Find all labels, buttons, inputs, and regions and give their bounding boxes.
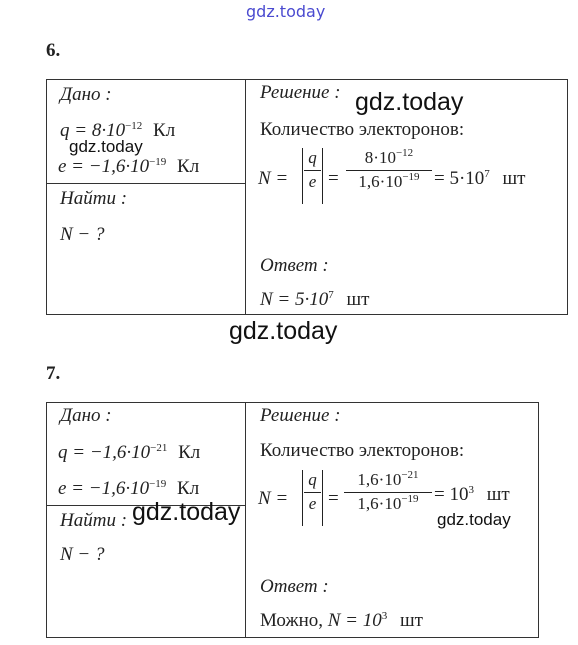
problem-7-abs-right — [322, 470, 323, 526]
problem-7-answer: Можно, $N = 10^3$ шт — [260, 610, 423, 631]
problem-7-given-label: Дано : — [60, 405, 112, 426]
problem-6-find-value: N − ? — [60, 224, 105, 245]
problem-7-given-q: $q = -1,6\cdot 10^{-21}$ Кл — [58, 442, 201, 463]
problem-7-answer-label: Ответ : — [260, 576, 329, 597]
problem-7-number: 7. — [46, 363, 61, 384]
problem-7-abs-left — [302, 470, 303, 526]
problem-7-column-divider — [245, 402, 246, 638]
problem-7-solution-label: Решение : — [260, 405, 341, 426]
problem-6-number: 6. — [46, 40, 61, 61]
watermark-p7-left: gdz.today — [132, 498, 241, 526]
problem-6-given-e: $e = -1,6\cdot 10^{-19}$ Кл — [58, 156, 200, 177]
problem-6-count-text: Количество электоронов: — [260, 119, 465, 140]
problem-7-count-text: Количество электоронов: — [260, 440, 465, 461]
problem-6-given-q: $q = 8\cdot 10^{-12}$ Кл — [60, 120, 176, 141]
problem-7-result: = $10^3$ шт — [434, 484, 510, 505]
problem-6-equals: = — [328, 168, 339, 189]
problem-6-given-divider — [46, 183, 246, 184]
problem-6-fraction-values: $8\cdot 10^{-12}$ $1,6\cdot 10^{-19}$ — [346, 148, 432, 192]
problem-6-abs-left — [302, 148, 303, 204]
problem-6-column-divider — [245, 79, 246, 315]
problem-6-fraction-q-e: q e — [304, 148, 321, 192]
watermark-p6-left: gdz.today — [69, 137, 143, 156]
problem-7-fraction-q-e: q e — [304, 470, 321, 514]
problem-7-formula-lhs: N = — [258, 488, 289, 509]
watermark-middle: gdz.today — [229, 317, 338, 345]
watermark-top: gdz.today — [246, 2, 326, 21]
problem-7-fraction-values: $1,6\cdot 10^{-21}$ $1,6\cdot 10^{-19}$ — [344, 470, 432, 514]
problem-6-result: = $5\cdot 10^7$ шт — [434, 168, 526, 189]
problem-6-solution-label: Решение : — [260, 82, 341, 103]
problem-7-equals: = — [328, 488, 339, 509]
watermark-p6-right: gdz.today — [355, 88, 464, 116]
problem-6-abs-right — [322, 148, 323, 204]
problem-6-given-label: Дано : — [60, 84, 112, 105]
watermark-p7-right: gdz.today — [437, 510, 511, 529]
problem-7-find-label: Найти : — [60, 510, 128, 531]
problem-6-formula-lhs: N = — [258, 168, 289, 189]
problem-7-find-value: N − ? — [60, 544, 105, 565]
problem-7-given-e: $e = -1,6\cdot 10^{-19}$ Кл — [58, 478, 200, 499]
problem-6-find-label: Найти : — [60, 188, 128, 209]
problem-6-answer-label: Ответ : — [260, 255, 329, 276]
problem-6-answer: $N = 5\cdot 10^7$ шт — [260, 289, 370, 310]
